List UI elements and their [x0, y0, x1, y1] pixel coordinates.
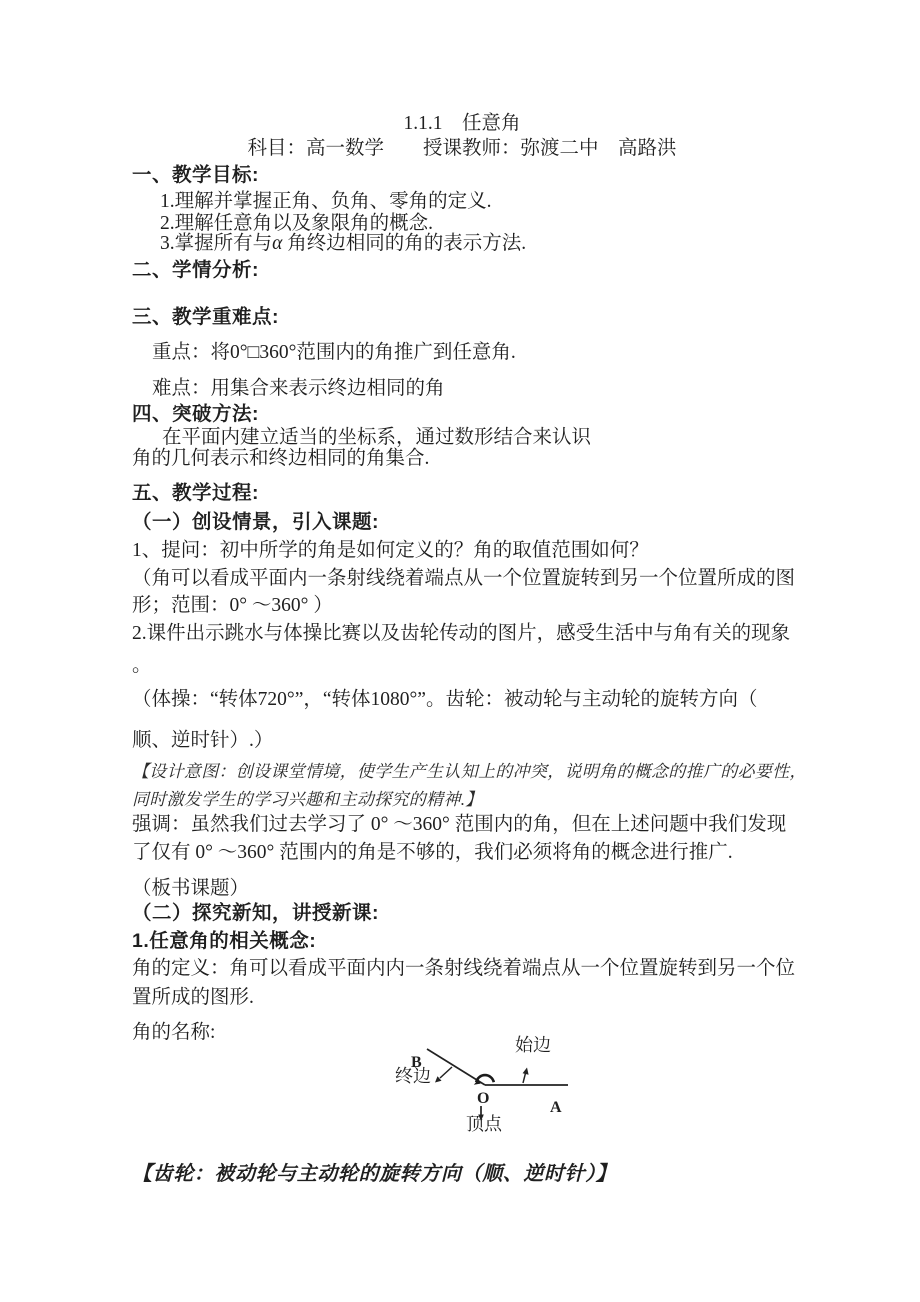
- emphasis-line-1: 强调：虽然我们过去学习了 0° ～360° 范围内的角，但在上述问题中我们发现: [132, 814, 787, 835]
- heading-concept: 1.任意角的相关概念:: [132, 930, 317, 952]
- part1-gym-line-1: （体操：“转体720°”，“转体1080°”。齿轮：被动轮与主动轮的旋转方向（: [132, 689, 758, 710]
- part1-question: 1、提问：初中所学的角是如何定义的？角的取值范围如何？: [132, 540, 649, 561]
- part1-gym-line-2: 顺、逆时针）.）: [132, 730, 274, 751]
- initial-side-label: 始边: [515, 1035, 551, 1055]
- objective-item-3: [160, 232, 820, 255]
- board-note: （板书课题）: [132, 878, 250, 899]
- design-note-line-1: 【设计意图：创设课堂情境，使学生产生认知上的冲突，说明角的概念的推广的必要性，: [132, 762, 807, 781]
- terminal-side-arrow: [440, 1067, 452, 1078]
- doc-title: 1.1.1 任意角: [403, 113, 521, 134]
- emphasis-line-2: 了仅有 0° ～360° 范围内的角是不够的，我们必须将角的概念进行推广.: [132, 842, 733, 863]
- angle-diagram: [388, 1032, 588, 1140]
- heading-objectives: 一、教学目标:: [132, 164, 259, 186]
- objective-item-2: 2.理解任意角以及象限角的概念.: [160, 213, 434, 234]
- heading-breakthrough: 四、突破方法:: [132, 403, 259, 425]
- key-point-focus: 重点：将0°□360°范围内的角推广到任意角.: [152, 342, 516, 363]
- part1-step2-line-1: 2.课件出示跳水与体操比赛以及齿轮传动的图片，感受生活中与角有关的现象: [132, 623, 791, 644]
- objective-item-3-post: 角终边相同的角的表示方法.: [282, 233, 527, 254]
- part1-answer-line-1: （角可以看成平面内一条射线绕着端点从一个位置旋转到另一个位置所成的图: [132, 568, 796, 589]
- alpha-symbol: α: [272, 233, 283, 254]
- breakthrough-line-1: 在平面内建立适当的坐标系，通过数形结合来认识: [162, 427, 592, 448]
- heading-part1: （一）创设情景，引入课题:: [132, 511, 379, 533]
- point-a-label: A: [550, 1099, 562, 1116]
- terminal-side-label: 终边: [395, 1066, 431, 1086]
- initial-side-arrowhead-icon: [523, 1068, 529, 1075]
- doc-byline: 科目：高一数学 授课教师：弥渡二中 高路洪: [247, 138, 677, 159]
- objective-item-3-pre: 3.掌握所有与: [160, 233, 273, 254]
- definition-line-2: 置所成的图形.: [132, 987, 254, 1008]
- point-b-label: B: [411, 1054, 422, 1071]
- angle-name-label: 角的名称:: [132, 1022, 216, 1043]
- definition-line-1: 角的定义：角可以看成平面内内一条射线绕着端点从一个位置旋转到另一个位: [132, 958, 796, 979]
- heading-process: 五、教学过程:: [132, 482, 259, 504]
- part1-step2-line-2: 。: [132, 655, 152, 676]
- part1-answer-line-2: 形；范围：0° ～360° ）: [132, 595, 333, 616]
- vertex-label: 顶点: [466, 1114, 502, 1134]
- breakthrough-line-2: 角的几何表示和终边相同的角集合.: [132, 448, 430, 469]
- objective-item-1: 1.理解并掌握正角、负角、零角的定义.: [160, 191, 492, 212]
- heading-part2: （二）探究新知，讲授新课:: [132, 902, 379, 924]
- point-o-label: O: [477, 1090, 490, 1107]
- design-note-line-2: 同时激发学生的学习兴趣和主动探究的精神.】: [132, 790, 483, 809]
- heading-key-points: 三、教学重难点:: [132, 306, 279, 328]
- heading-learner-analysis: 二、学情分析:: [132, 259, 259, 281]
- gear-note: 【齿轮：被动轮与主动轮的旋转方向（顺、逆时针）】: [132, 1163, 617, 1185]
- key-point-difficulty: 难点：用集合来表示终边相同的角: [152, 378, 445, 399]
